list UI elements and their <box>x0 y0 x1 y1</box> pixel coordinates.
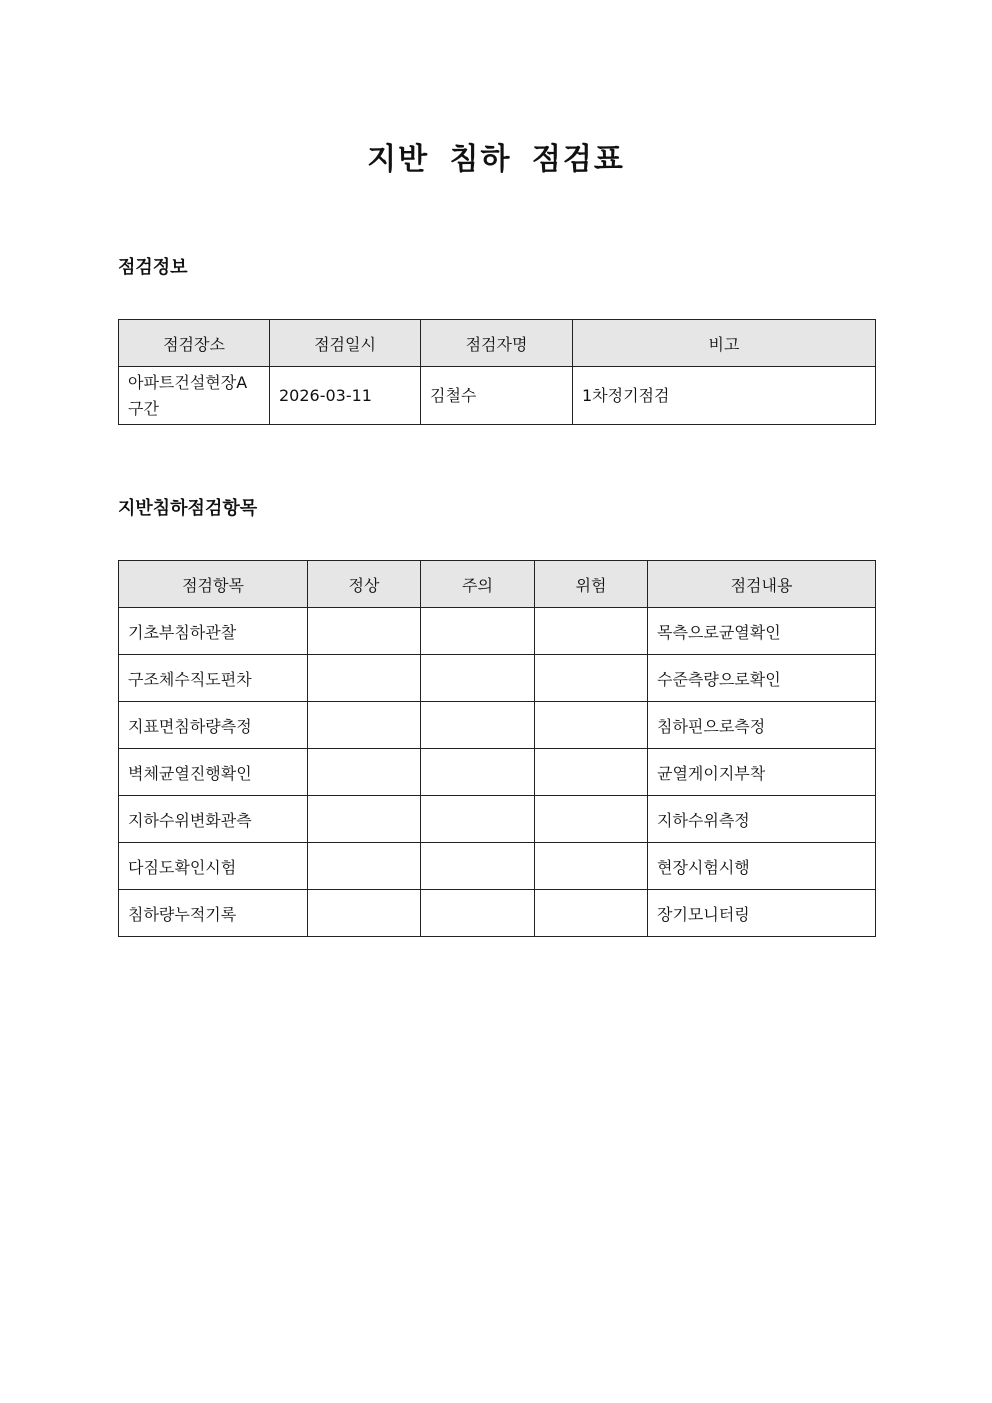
normal-check-cell[interactable] <box>308 608 421 655</box>
content-cell: 지하수위측정 <box>648 796 876 843</box>
table-row <box>119 796 876 843</box>
item-cell: 구조체수직도편차 <box>119 655 308 702</box>
header-danger: 위험 <box>535 561 648 608</box>
caution-check-cell[interactable] <box>421 843 535 890</box>
inspector-cell: 김철수 <box>421 367 573 425</box>
checklist-header-row <box>119 561 876 608</box>
normal-check-cell[interactable] <box>308 890 421 937</box>
content-cell: 장기모니터링 <box>648 890 876 937</box>
page-title: 지반 침하 점검표 <box>367 142 625 177</box>
header-date: 점검일시 <box>270 320 421 367</box>
content-cell: 수준측량으로확인 <box>648 655 876 702</box>
header-inspector: 점검자명 <box>421 320 573 367</box>
location-cell: 아파트건설현장A구간 <box>119 367 270 425</box>
checklist-table <box>118 560 876 937</box>
danger-check-cell[interactable] <box>535 890 648 937</box>
caution-check-cell[interactable] <box>421 608 535 655</box>
checklist-section-title: 지반침하점검항목 <box>118 498 258 519</box>
item-cell: 기초부침하관찰 <box>119 608 308 655</box>
danger-check-cell[interactable] <box>535 749 648 796</box>
inspection-info-table <box>118 319 876 425</box>
header-normal: 정상 <box>308 561 421 608</box>
item-cell: 침하량누적기록 <box>119 890 308 937</box>
caution-check-cell[interactable] <box>421 890 535 937</box>
content-cell: 목측으로균열확인 <box>648 608 876 655</box>
content-cell: 침하핀으로측정 <box>648 702 876 749</box>
item-cell: 지표면침하량측정 <box>119 702 308 749</box>
table-row <box>119 608 876 655</box>
caution-check-cell[interactable] <box>421 702 535 749</box>
normal-check-cell[interactable] <box>308 843 421 890</box>
inspection-info-row <box>119 367 876 425</box>
item-cell: 다짐도확인시험 <box>119 843 308 890</box>
content-cell: 균열게이지부착 <box>648 749 876 796</box>
content-cell: 현장시험시행 <box>648 843 876 890</box>
table-row <box>119 655 876 702</box>
inspection-info-header-row <box>119 320 876 367</box>
date-cell: 2026-03-11 <box>270 367 421 425</box>
normal-check-cell[interactable] <box>308 796 421 843</box>
danger-check-cell[interactable] <box>535 843 648 890</box>
header-content: 점검내용 <box>648 561 876 608</box>
danger-check-cell[interactable] <box>535 608 648 655</box>
caution-check-cell[interactable] <box>421 796 535 843</box>
caution-check-cell[interactable] <box>421 749 535 796</box>
normal-check-cell[interactable] <box>308 702 421 749</box>
normal-check-cell[interactable] <box>308 749 421 796</box>
item-cell: 지하수위변화관측 <box>119 796 308 843</box>
item-cell: 벽체균열진행확인 <box>119 749 308 796</box>
header-location: 점검장소 <box>119 320 270 367</box>
normal-check-cell[interactable] <box>308 655 421 702</box>
table-row <box>119 702 876 749</box>
table-row <box>119 890 876 937</box>
danger-check-cell[interactable] <box>535 796 648 843</box>
header-caution: 주의 <box>421 561 535 608</box>
caution-check-cell[interactable] <box>421 655 535 702</box>
header-remarks: 비고 <box>573 320 876 367</box>
danger-check-cell[interactable] <box>535 702 648 749</box>
table-row <box>119 843 876 890</box>
danger-check-cell[interactable] <box>535 655 648 702</box>
table-row <box>119 749 876 796</box>
remarks-cell: 1차정기점검 <box>573 367 876 425</box>
inspection-info-section-title: 점검정보 <box>118 257 188 278</box>
header-item: 점검항목 <box>119 561 308 608</box>
